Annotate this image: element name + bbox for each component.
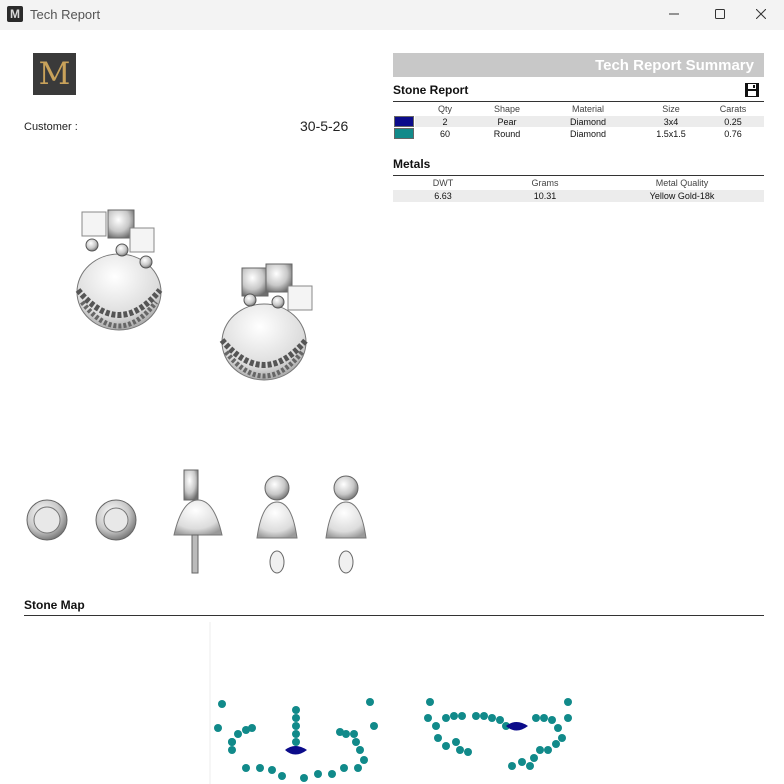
round-stone-marker: [544, 746, 552, 754]
round-stone-marker: [424, 714, 432, 722]
table-cell: 10.31: [533, 191, 557, 201]
stone-color-swatch-round: [394, 128, 414, 139]
round-stone-marker: [458, 712, 466, 720]
table-cell: 3x4: [663, 117, 679, 127]
stone-color-swatch-pear: [394, 116, 414, 127]
round-stone-marker: [354, 764, 362, 772]
round-stone-marker: [352, 738, 360, 746]
round-stone-marker: [532, 714, 540, 722]
pear-stone-marker: [285, 746, 307, 755]
round-stone-marker: [450, 712, 458, 720]
stone-map-title: Stone Map: [24, 598, 85, 612]
round-stone-marker: [300, 774, 308, 782]
round-stone-marker: [340, 764, 348, 772]
stone-report-title: Stone Report: [393, 83, 469, 97]
round-stone-marker: [292, 706, 300, 714]
earring-front-view-2: [326, 476, 366, 573]
jewelry-render-views: [22, 190, 372, 600]
round-stone-marker: [432, 722, 440, 730]
app-logo-icon: M: [7, 6, 23, 22]
round-stone-marker: [292, 738, 300, 746]
minimize-icon: [669, 9, 679, 19]
close-button[interactable]: [738, 0, 784, 30]
round-stone-marker: [228, 738, 236, 746]
round-stone-marker: [268, 766, 276, 774]
round-stone-marker: [366, 698, 374, 706]
table-cell: 2: [442, 117, 448, 127]
round-stone-marker: [228, 746, 236, 754]
stone-map-divider: [24, 615, 764, 616]
table-cell: Yellow Gold-18k: [649, 191, 715, 201]
company-logo: M: [33, 53, 76, 95]
col-grams: Grams: [531, 178, 559, 188]
round-stone-marker: [508, 762, 516, 770]
earring-perspective-left: [77, 210, 161, 330]
summary-header-bar: [393, 53, 764, 77]
round-stone-marker: [472, 712, 480, 720]
round-stone-marker: [218, 700, 226, 708]
earring-top-view-2: [96, 500, 136, 540]
round-stone-marker: [552, 740, 560, 748]
round-stone-marker: [242, 764, 250, 772]
earring-front-view-1: [257, 476, 297, 573]
summary-title: Tech Report Summary: [595, 57, 754, 74]
round-stone-marker: [452, 738, 460, 746]
maximize-icon: [715, 9, 725, 19]
round-stone-marker: [370, 722, 378, 730]
round-stone-marker: [292, 730, 300, 738]
minimize-button[interactable]: [651, 0, 697, 30]
round-stone-marker: [540, 714, 548, 722]
table-cell: Round: [493, 129, 521, 139]
report-date: 30-5-26: [300, 118, 349, 134]
round-stone-marker: [456, 746, 464, 754]
round-stone-marker: [342, 730, 350, 738]
round-stone-marker: [234, 730, 242, 738]
earring-top-view-1: [27, 500, 67, 540]
round-stone-marker: [360, 756, 368, 764]
col-material: Material: [571, 104, 604, 114]
round-stone-marker: [564, 714, 572, 722]
round-stone-marker: [328, 770, 336, 778]
col-qty: Qty: [437, 104, 452, 114]
maximize-button[interactable]: [697, 0, 743, 30]
round-stone-marker: [278, 772, 286, 780]
table-cell: 0.25: [724, 117, 742, 127]
title-bar: [0, 0, 784, 30]
round-stone-marker: [442, 742, 450, 750]
round-stone-marker: [480, 712, 488, 720]
earring-perspective-right: [222, 264, 312, 380]
round-stone-marker: [256, 764, 264, 772]
metals-divider: [393, 175, 764, 176]
window-title: Tech Report: [30, 7, 101, 22]
round-stone-marker: [426, 698, 434, 706]
round-stone-marker: [292, 722, 300, 730]
table-cell: 6.63: [434, 191, 452, 201]
stone-report-divider: [393, 101, 764, 102]
col-carats: Carats: [719, 104, 747, 114]
round-stone-marker: [536, 746, 544, 754]
round-stone-marker: [356, 746, 364, 754]
round-stone-marker: [314, 770, 322, 778]
close-icon: [756, 9, 766, 19]
stone-map-diagram: [0, 622, 784, 784]
table-cell: 60: [439, 129, 450, 139]
col-shape: Shape: [493, 104, 521, 114]
pear-stone-marker: [506, 722, 528, 731]
metals-title: Metals: [393, 157, 431, 171]
table-cell: 0.76: [724, 129, 742, 139]
table-cell: Diamond: [569, 117, 607, 127]
earring-side-view: [174, 470, 222, 573]
round-stone-marker: [434, 734, 442, 742]
round-stone-marker: [214, 724, 222, 732]
round-stone-marker: [548, 716, 556, 724]
table-cell: Pear: [497, 117, 517, 127]
round-stone-marker: [518, 758, 526, 766]
col-metal-quality: Metal Quality: [655, 178, 709, 188]
round-stone-marker: [496, 716, 504, 724]
stone-map-left-earring: [214, 698, 378, 782]
table-cell: 1.5x1.5: [656, 129, 686, 139]
stone-map-right-earring: [424, 698, 572, 770]
col-size: Size: [662, 104, 680, 114]
round-stone-marker: [526, 762, 534, 770]
round-stone-marker: [292, 714, 300, 722]
round-stone-marker: [530, 754, 538, 762]
col-dwt: DWT: [432, 178, 454, 188]
save-icon[interactable]: [744, 82, 760, 98]
round-stone-marker: [558, 734, 566, 742]
round-stone-marker: [248, 724, 256, 732]
round-stone-marker: [564, 698, 572, 706]
round-stone-marker: [488, 714, 496, 722]
round-stone-marker: [554, 724, 562, 732]
table-cell: Diamond: [569, 129, 607, 139]
customer-label: Customer :: [24, 121, 78, 133]
round-stone-marker: [350, 730, 358, 738]
round-stone-marker: [442, 714, 450, 722]
round-stone-marker: [464, 748, 472, 756]
